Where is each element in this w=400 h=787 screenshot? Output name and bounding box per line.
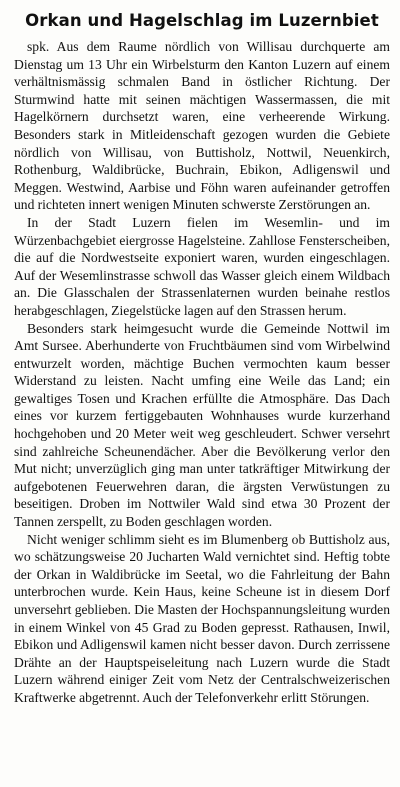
article-paragraph-1: spk. Aus dem Raume nördlich von Willisau durchquerte am Dienstag um 13 Uhr ein Wirbelsturm den Kanton Luzern auf einem verhältnismässig schmalen Band in östlicher Richtung. Der Sturmwind hatte mit seinen mächtigen Wassermassen, die mit Hagelkörnern durchsetzt waren, eine verheerende Wirkung. Besonders stark in Mitleidenschaft gezogen wurden die Gebiete nördlich von Willisau, von Buttisholz, Nottwil, Neuenkirch, Rothenburg, Waldibrücke, Buchrain, Ebikon, Adligenswil und Meggen. Westwind, Aarbise und Föhn waren aufeinander getroffen und richteten innert wenigen Minuten schwerste Zerstörungen an.: [14, 39, 390, 213]
article-paragraph-2: In der Stadt Luzern fielen im Wesemlin- und im Würzenbachgebiet eiergrosse Hagelsteine. Zahllose Fensterscheiben, die auf die Nordwestseite exponiert waren, wurden eingeschlagen. Auf der Wesemlinstrasse schwoll das Wasser gleich einem Wildbach an. Die Glasschalen der Strassenlaternen wurden beinahe restlos herabgeschlagen, Ziegelstücke lagen auf den Strassen herum.: [14, 214, 390, 318]
article-paragraph-4: Nicht weniger schlimm sieht es im Blumenberg ob Buttisholz aus, wo schätzungsweise 20 Jucharten Wald vernichtet sind. Heftig tobte der Orkan in Waldibrücke im Seetal, wo die Fahrleitung der Bahn unterbrochen wurde. Kein Haus, keine Scheune ist in diesem Dorf unversehrt geblieben. Die Masten der Hochspannungsleitung wurden in einem Winkel von 45 Grad zu Boden gepresst. Rathausen, Inwil, Ebikon und Adligenswil kamen nicht besser davon. Durch zerrissene Drähte an der Hauptspeiseleitung nach Luzern wurde die Stadt Luzern während einiger Zeit vom Netz der Centralschweizerischen Kraftwerke abgetrennt. Auch der Telefonverkehr erlitt Störungen.: [14, 531, 390, 705]
article-paragraph-3: Besonders stark heimgesucht wurde die Gemeinde Nottwil im Amt Sursee. Aberhunderte von Fruchtbäumen sind vom Wirbelwind entwurzelt worden, mächtige Buchen vermochten kaum besser Widerstand zu leisten. Nacht umfing eine Weile das Land; ein gewaltiges Tosen und Krachen erfüllte die Atmosphäre. Das Dach eines vor kurzem fertiggebauten Wohnhauses wurde kurzerhand hochgehoben und 20 Meter weit weg geschleudert. Schwer versehrt sind zahlreiche Scheunendächer. Aber die Bevölkerung verlor den Mut nicht; unverzüglich ging man unter tatkräftiger Mitwirkung der aufgebotenen Feuerwehren daran, die ärgsten Verwüstungen zu beseitigen. Droben im Nottwiler Wald sind etwa 30 Prozent der Tannen zerspellt, zu Boden geschlagen worden.: [14, 320, 390, 530]
article-headline: Orkan und Hagelschlag im Luzernbiet: [25, 11, 379, 30]
